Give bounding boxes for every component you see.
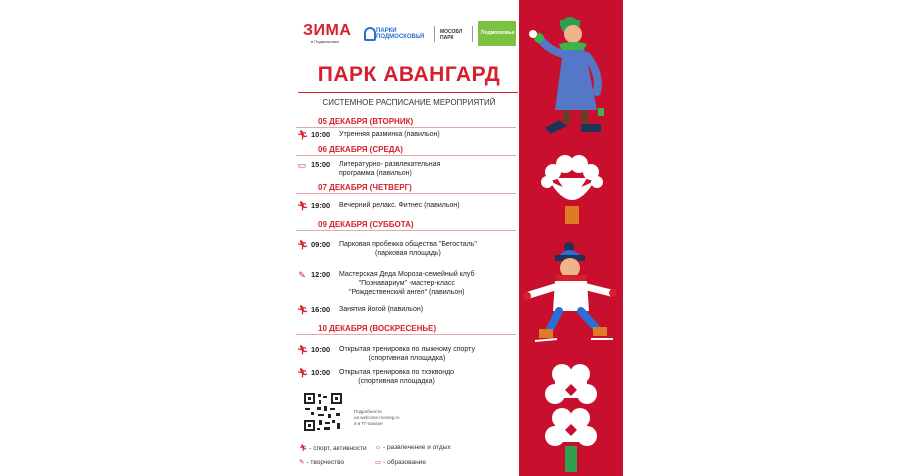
day-heading: 07 ДЕКАБРЯ (ЧЕТВЕРГ): [318, 183, 412, 192]
parks-logo-icon: [364, 27, 376, 41]
day-heading: 06 ДЕКАБРЯ (СРЕДА): [318, 145, 403, 154]
legend-item-entertainment: ☼ - развлечение и отдых: [375, 444, 451, 451]
day-divider: [296, 193, 516, 194]
skater-illustration: [519, 235, 623, 355]
legend-item-sport: 🏃︎ - спорт, активности: [299, 445, 367, 452]
zima-logo: ЗИМА: [303, 22, 352, 39]
event-title: Мастерская Деда Мороза-семейный клуб "Познавариум" -мастер-класс "Рождественский ангел" (павильон): [339, 271, 475, 296]
event-time: 10:00: [311, 130, 331, 139]
day-divider: [296, 127, 516, 128]
running-icon: 🏃︎: [297, 130, 309, 140]
legend-item-education: ▭ - образование: [375, 459, 426, 466]
zima-logo-subtitle: в Подмосковье: [311, 39, 340, 44]
event-title: Литературно- развлекательная программа (павильон): [339, 161, 441, 177]
event-title: Утренняя разминка (павильон): [339, 131, 440, 138]
day-divider: [296, 155, 516, 156]
page-subtitle: СИСТЕМНОЕ РАСПИСАНИЕ МЕРОПРИЯТИЙ: [322, 98, 496, 107]
logo-divider: [434, 26, 435, 42]
palette-icon: ✎: [299, 459, 305, 466]
event-time: 16:00: [311, 305, 331, 314]
mosobl-park-logo: МОСОБЛ ПАРК: [440, 29, 463, 41]
qr-code[interactable]: [303, 392, 343, 432]
qr-code-image: [303, 392, 343, 432]
event-title: Открытая тренировка по лыжному спорту (спортивная площадка): [339, 346, 475, 362]
event-title: Парковая пробежка общества "Бегосталь" (парковая площадь): [339, 241, 477, 257]
title-divider: [298, 92, 518, 93]
decorative-band: [519, 0, 623, 476]
legend-item-creativity: ✎ - творчество: [299, 459, 345, 466]
day-divider: [296, 334, 516, 335]
event-time: 10:00: [311, 345, 331, 354]
page-title: ПАРК АВАНГАРД: [317, 63, 501, 86]
day-heading: 09 ДЕКАБРЯ (СУББОТА): [318, 220, 414, 229]
podmoskovye-logo: Подмосковье: [478, 21, 516, 46]
running-icon: 🏃︎: [297, 305, 309, 315]
day-heading: 05 ДЕКАБРЯ (ВТОРНИК): [318, 117, 414, 126]
palette-icon: ✎: [298, 270, 306, 280]
running-icon: 🏃︎: [297, 345, 309, 355]
girl-illustration: [519, 10, 623, 150]
event-title: Открытая тренировка по тхэквондо (спортивная площадка): [339, 369, 455, 385]
event-title: Вечерний релакс. Фитнес (павильон): [339, 202, 460, 209]
event-time: 12:00: [311, 270, 331, 279]
running-icon: 🏃︎: [297, 240, 309, 250]
event-time: 09:00: [311, 240, 331, 249]
event-time: 10:00: [311, 368, 331, 377]
running-icon: 🏃︎: [297, 368, 309, 378]
logo-divider: [472, 26, 473, 42]
snowy-tree-illustration: [519, 150, 623, 230]
event-title: Занятия йогой (павильон): [339, 306, 424, 313]
book-icon: ▭: [297, 160, 307, 170]
snow-tree-illustration: [519, 362, 623, 472]
day-divider: [296, 230, 516, 231]
more-info-text: Подробности на welcome.mosreg.ru и в ТГ-канале: [354, 409, 400, 426]
day-heading: 10 ДЕКАБРЯ (ВОСКРЕСЕНЬЕ): [318, 324, 437, 333]
parks-logo: ПАРКИ ПОДМОСКОВЬЯ: [364, 27, 434, 43]
event-time: 19:00: [311, 201, 331, 210]
event-time: 15:00: [311, 160, 331, 169]
running-icon: 🏃︎: [297, 201, 309, 211]
running-icon: 🏃︎: [299, 445, 308, 452]
book-icon: ▭: [375, 459, 382, 466]
dance-icon: ☼: [375, 444, 381, 451]
